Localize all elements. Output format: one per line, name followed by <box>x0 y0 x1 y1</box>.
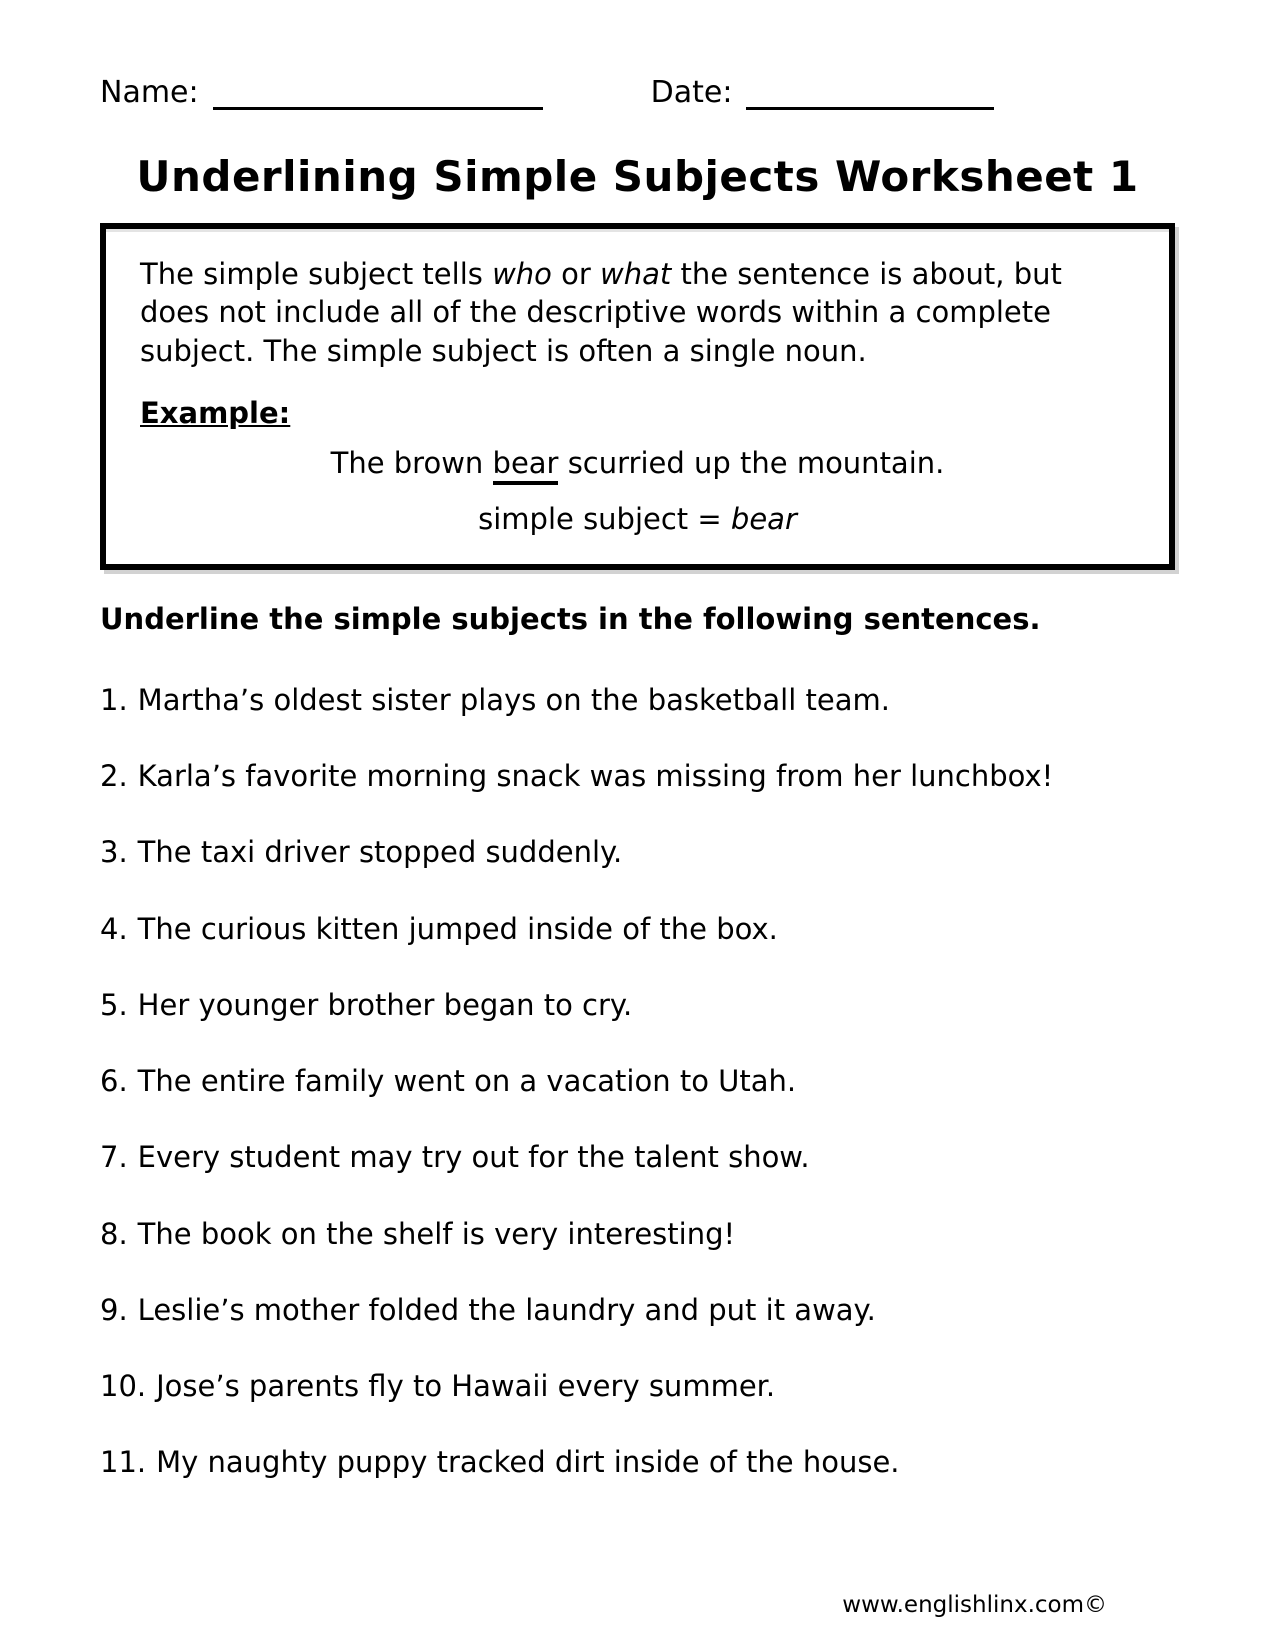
item-text: The taxi driver stopped suddenly. <box>137 835 623 870</box>
page-title: Underlining Simple Subjects Worksheet 1 <box>136 152 1139 201</box>
sentence-item-8 <box>100 1216 1175 1252</box>
example-result <box>140 502 1135 536</box>
item-number: 9. <box>100 1292 128 1327</box>
sentence-item-4 <box>100 911 1175 947</box>
header-row <box>100 70 1175 110</box>
sentence-item-2 <box>100 758 1175 794</box>
item-text: My naughty puppy tracked dirt inside of the house. <box>156 1445 900 1480</box>
item-number: 3. <box>100 835 128 870</box>
sentence-item-11 <box>100 1444 1175 1480</box>
item-number: 2. <box>100 759 128 794</box>
example-result-answer: bear <box>730 501 797 536</box>
definition-text-part3: the sentence is about, but does not include all of the descriptive words within a complete subject. The simple subject is often a single noun. <box>140 257 1062 368</box>
item-text: Leslie’s mother folded the laundry and put it away. <box>137 1292 876 1327</box>
item-text: Her younger brother began to cry. <box>137 987 633 1022</box>
sentence-item-9 <box>100 1292 1175 1328</box>
example-result-label: simple subject = <box>478 501 731 536</box>
item-number: 8. <box>100 1216 128 1251</box>
definition-paragraph <box>140 255 1135 370</box>
item-text: Every student may try out for the talent show. <box>137 1140 810 1175</box>
name-blank-line <box>213 76 543 110</box>
definition-text-part1: The simple subject tells <box>140 257 493 291</box>
item-number: 7. <box>100 1140 128 1175</box>
sentence-item-5 <box>100 987 1175 1023</box>
sentence-item-6 <box>100 1063 1175 1099</box>
sentence-list <box>100 682 1175 1481</box>
example-label: Example: <box>140 395 291 430</box>
sentence-item-1 <box>100 682 1175 718</box>
item-number: 1. <box>100 682 128 717</box>
item-number: 4. <box>100 911 128 946</box>
item-number: 11. <box>100 1445 147 1480</box>
example-sentence <box>140 446 1135 480</box>
item-text: Martha’s oldest sister plays on the basketball team. <box>137 682 890 717</box>
item-text: The curious kitten jumped inside of the box. <box>137 911 778 946</box>
sentence-item-3 <box>100 834 1175 870</box>
item-number: 10. <box>100 1369 147 1404</box>
item-text: The entire family went on a vacation to Utah. <box>137 1064 797 1099</box>
example-sentence-part2: scurried up the mountain. <box>558 445 945 480</box>
item-number: 6. <box>100 1064 128 1099</box>
date-label: Date: <box>650 75 733 110</box>
item-text: Karla’s favorite morning snack was missing from her lunchbox! <box>137 759 1054 794</box>
item-text: Jose’s parents fly to Hawaii every summer. <box>156 1369 776 1404</box>
date-blank-line <box>746 76 994 110</box>
exercise-instruction: Underline the simple subjects in the following sentences. <box>100 601 1041 636</box>
item-number: 5. <box>100 987 128 1022</box>
example-sentence-part1: The brown <box>330 445 493 480</box>
example-underlined-subject: bear <box>493 446 559 485</box>
definition-text-part2: or <box>551 257 601 291</box>
definition-italic-who: who <box>492 257 552 291</box>
sentence-item-10 <box>100 1368 1175 1404</box>
sentence-item-7 <box>100 1139 1175 1175</box>
definition-box <box>100 223 1175 570</box>
item-text: The book on the shelf is very interesting! <box>137 1216 736 1251</box>
name-label: Name: <box>100 75 199 110</box>
website-credit: www.englishlinx.com© <box>842 1592 1107 1618</box>
definition-italic-what: what <box>600 257 672 291</box>
